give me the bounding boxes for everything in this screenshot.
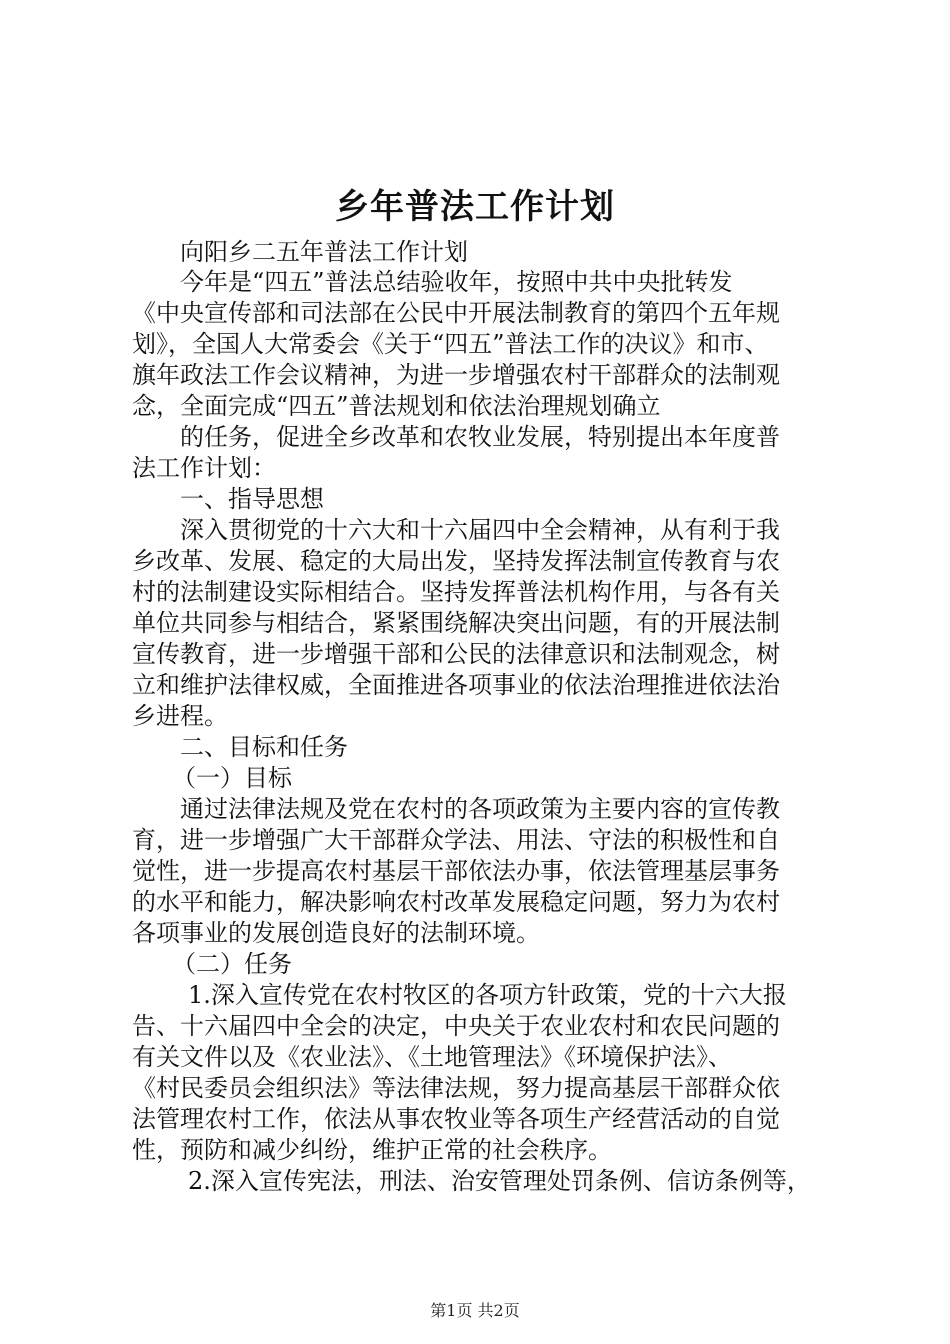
text-line-subtitle: 向阳乡二五年普法工作计划 — [180, 238, 468, 266]
text-line: 的任务，促进全乡改革和农牧业发展，特别提出本年度普 — [180, 423, 780, 451]
text-line: 深入贯彻党的十六大和十六届四中全会精神，从有利于我 — [180, 516, 780, 544]
text-line: 划》，全国人大常委会《关于“四五”普法工作的决议》和市、 — [132, 330, 769, 358]
text-line: 的水平和能力，解决影响农村改革发展稳定问题，努力为农村 — [132, 888, 780, 916]
text-line: 2.深入宣传宪法，刑法、治安管理处罚条例、信访条例等， — [188, 1167, 811, 1195]
page-footer: 第1页 共2页 — [430, 1301, 520, 1320]
subsection-heading: （二）任务 — [172, 950, 292, 978]
text-line: 法工作计划： — [132, 454, 276, 482]
text-line: 今年是“四五”普法总结验收年，按照中共中央批转发 — [180, 268, 733, 296]
text-line: 《村民委员会组织法》等法律法规，努力提高基层干部群众依 — [132, 1074, 780, 1102]
text-line: 有关文件以及《农业法》、《土地管理法》《环境保护法》、 — [132, 1043, 732, 1071]
text-line: 告、十六届四中全会的决定，中央关于农业农村和农民问题的 — [132, 1012, 780, 1040]
text-line: 念，全面完成“四五”普法规划和依法治理规划确立 — [132, 392, 661, 420]
subsection-heading: （一）目标 — [172, 764, 292, 792]
text-line: 村的法制建设实际相结合。坚持发挥普法机构作用，与各有关 — [132, 578, 780, 606]
text-line: 《中央宣传部和司法部在公民中开展法制教育的第四个五年规 — [132, 299, 780, 327]
text-line: 单位共同参与相结合，紧紧围绕解决突出问题，有的开展法制 — [132, 609, 780, 637]
text-line: 性，预防和减少纠纷，维护正常的社会秩序。 — [132, 1136, 612, 1164]
text-line: 立和维护法律权威，全面推进各项事业的依法治理推进依法治 — [132, 671, 780, 699]
section-heading: 二、目标和任务 — [180, 733, 348, 761]
text-line: 法管理农村工作，依法从事农牧业等各项生产经营活动的自觉 — [132, 1105, 780, 1133]
text-line: 觉性，进一步提高农村基层干部依法办事，依法管理基层事务 — [132, 857, 780, 885]
text-line: 1.深入宣传党在农村牧区的各项方针政策，党的十六大报 — [188, 981, 787, 1009]
document-title: 乡年普法工作计划 — [335, 187, 615, 227]
text-line: 旗年政法工作会议精神，为进一步增强农村干部群众的法制观 — [132, 361, 780, 389]
text-line: 宣传教育，进一步增强干部和公民的法律意识和法制观念，树 — [132, 640, 780, 668]
section-heading: 一、指导思想 — [180, 485, 324, 513]
text-line: 通过法律法规及党在农村的各项政策为主要内容的宣传教 — [180, 795, 780, 823]
text-line: 育，进一步增强广大干部群众学法、用法、守法的积极性和自 — [132, 826, 780, 854]
text-line: 各项事业的发展创造良好的法制环境。 — [132, 919, 540, 947]
text-line: 乡改革、发展、稳定的大局出发，坚持发挥法制宣传教育与农 — [132, 547, 780, 575]
text-line: 乡进程。 — [132, 702, 228, 730]
